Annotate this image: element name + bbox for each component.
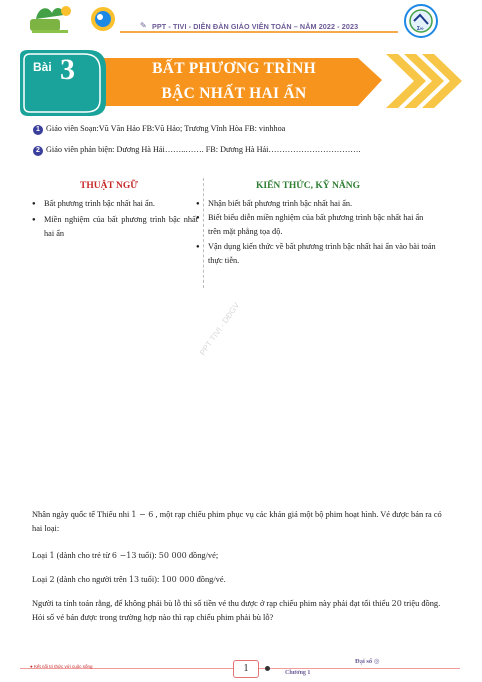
header-title: PPT - TIVI - DIỄN ĐÀN GIÁO VIÊN TOÁN – NĂM 2022 - 2023 bbox=[152, 22, 359, 31]
footer-series-text: ● Kết nối tri thức với cuộc sống bbox=[30, 664, 93, 669]
math-date: 1 − 6 bbox=[131, 510, 154, 519]
bullet-dot bbox=[265, 666, 270, 671]
page-number: 1 bbox=[233, 660, 259, 678]
header-rule bbox=[120, 31, 398, 33]
skills-list bbox=[196, 197, 436, 268]
subject-label: Đại số ◎ bbox=[355, 658, 380, 665]
number-badge: 2 bbox=[33, 146, 43, 156]
list-item: ● Biết biểu diễn miền nghiệm của bất phương trình bậc nhất hai ẩn trên mặt phẳng tọa độ. bbox=[196, 211, 436, 239]
school-logo bbox=[28, 3, 74, 35]
lesson-title-line1: BẤT PHƯƠNG TRÌNH bbox=[152, 60, 316, 77]
problem-intro: Nhân ngày quốc tế Thiếu nhi 1 − 6 , một rạp chiếu phim phục vụ các khán giả một bộ phim hoạt hình. Vé được bán ra có hai loại: bbox=[32, 510, 442, 533]
terms-heading: THUẬT NGỮ bbox=[80, 181, 138, 191]
chapter-label: Chương 1 bbox=[285, 670, 311, 676]
lesson-number: 3 bbox=[60, 53, 75, 86]
list-item: ● Miền nghiệm của bất phương trình bậc nhất hai ẩn bbox=[32, 213, 198, 241]
watermark: PPT TIVI - DĐGV bbox=[198, 300, 242, 358]
forum-logo bbox=[88, 6, 118, 32]
target-icon: ◎ bbox=[373, 658, 380, 665]
ppt-tivi-logo bbox=[398, 2, 444, 40]
skills-heading: KIẾN THỨC, KỸ NĂNG bbox=[256, 181, 360, 191]
lesson-label: Bài bbox=[33, 60, 52, 74]
teacher-reviewer-text: Giáo viên phản biện: Dương Hà Hải……..……. FB: Dương Hà Hải……………………………. bbox=[46, 145, 361, 154]
teacher-author-text: Giáo viên Soạn:Vũ Văn Hảo FB:Vũ Hảo; Trương Vĩnh Hòa FB: vinhhoa bbox=[46, 124, 286, 133]
number-badge: 1 bbox=[33, 125, 43, 135]
lesson-title-line2: BẬC NHẤT HAI ẨN bbox=[161, 85, 307, 102]
ticket-type-1: Loại 1 (dành cho trẻ từ 6 −13 tuổi): 50 000 đồng/vé; bbox=[32, 551, 219, 560]
svg-text:Σ∞: Σ∞ bbox=[417, 26, 424, 32]
teacher-reviewer-line bbox=[33, 145, 361, 156]
terms-list bbox=[32, 197, 198, 244]
pencil-icon: ✎ bbox=[140, 21, 147, 30]
problem-question: Người ta tính toán rằng, để không phải bù lỗ thì số tiền vé thu được ở rạp chiếu phim này phải đạt tối thiểu 20 triệu đồng. Hỏi số vé bán được trong trường hợp nào thì rạp chiếu phim phải bù lỗ? bbox=[32, 599, 441, 622]
list-item: ● Vận dụng kiến thức về bất phương trình bậc nhất hai ẩn vào bài toán thực tiễn. bbox=[196, 240, 436, 268]
teacher-author-line bbox=[33, 124, 285, 135]
ticket-type-2: Loại 2 (dành cho người trên 13 tuổi): 100 000 đồng/vé. bbox=[32, 575, 226, 584]
list-item: ● Nhận biết bất phương trình bậc nhất hai ẩn. bbox=[196, 197, 436, 211]
list-item: ● Bất phương trình bậc nhất hai ẩn. bbox=[32, 197, 198, 211]
